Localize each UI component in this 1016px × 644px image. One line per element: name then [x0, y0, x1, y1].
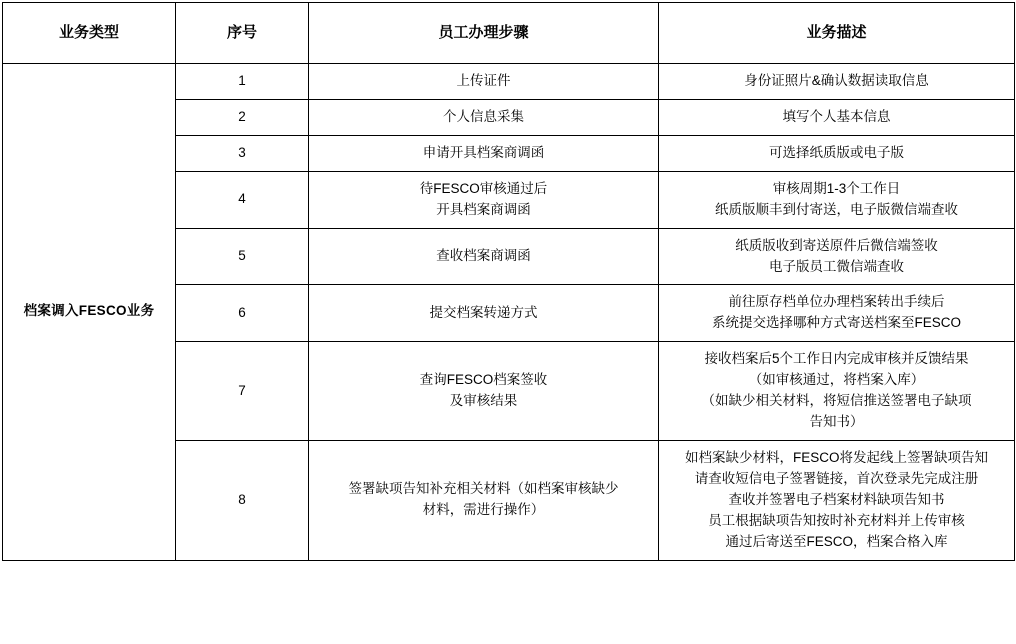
desc-line: 审核周期1-3个工作日	[772, 180, 901, 196]
row-step	[309, 440, 659, 560]
table-row	[3, 64, 1015, 100]
desc-line: 填写个人基本信息	[782, 108, 891, 124]
row-description	[659, 171, 1015, 228]
table-header	[3, 3, 1015, 64]
row-index: 8	[176, 440, 309, 560]
desc-line: 通过后寄送至FESCO，档案合格入库	[725, 533, 948, 549]
header-business-type: 业务类型	[3, 3, 176, 64]
row-index: 4	[176, 171, 309, 228]
step-line: 待FESCO审核通过后	[419, 180, 548, 196]
step-line: 申请开具档案商调函	[422, 144, 545, 160]
table-body	[3, 64, 1015, 561]
step-line: 查询FESCO档案签收	[419, 372, 548, 388]
desc-line: 查收并签署电子档案材料缺项告知书	[728, 491, 945, 507]
desc-line: 告知书）	[809, 414, 864, 430]
row-description	[659, 64, 1015, 100]
header-business-description: 业务描述	[659, 3, 1015, 64]
step-line: 开具档案商调函	[436, 201, 531, 217]
desc-line: 系统提交选择哪种方式寄送档案至FESCO	[711, 315, 961, 331]
step-line: 提交档案转递方式	[429, 304, 538, 320]
row-step	[309, 171, 659, 228]
desc-line: 请查收短信电子签署链接，首次登录先完成注册	[694, 470, 979, 486]
business-type-cell: 档案调入FESCO业务	[3, 64, 176, 561]
step-line: 上传证件	[456, 73, 511, 88]
desc-line: 纸质版顺丰到付寄送，电子版微信端查收	[715, 201, 958, 217]
desc-line: 可选择纸质版或电子版	[769, 144, 904, 160]
header-employee-step: 员工办理步骤	[309, 3, 659, 64]
header-index: 序号	[176, 3, 309, 64]
row-index: 5	[176, 228, 309, 285]
desc-line: 纸质版收到寄送原件后微信端签收	[735, 237, 938, 253]
row-step	[309, 228, 659, 285]
desc-line: 电子版员工微信端查收	[769, 258, 904, 274]
row-description	[659, 440, 1015, 560]
desc-line: 前往原存档单位办理档案转出手续后	[728, 294, 945, 310]
step-line: 材料，需进行操作）	[422, 502, 545, 518]
row-description	[659, 135, 1015, 171]
step-line: 查收档案商调函	[436, 248, 531, 264]
row-step	[309, 64, 659, 100]
row-index: 1	[176, 64, 309, 100]
process-table	[2, 2, 1015, 561]
row-index: 3	[176, 135, 309, 171]
row-description	[659, 285, 1015, 342]
step-line: 个人信息采集	[443, 108, 524, 124]
desc-line: 身份证照片&确认数据读取信息	[744, 73, 929, 88]
desc-line: 接收档案后5个工作日内完成审核并反馈结果	[704, 351, 969, 367]
row-index: 7	[176, 342, 309, 441]
header-row	[3, 3, 1015, 64]
row-step	[309, 342, 659, 441]
row-step	[309, 285, 659, 342]
desc-line: 员工根据缺项告知按时补充材料并上传审核	[708, 512, 965, 528]
row-step	[309, 99, 659, 135]
desc-line: 如档案缺少材料，FESCO将发起线上签署缺项告知	[684, 449, 988, 465]
row-index: 6	[176, 285, 309, 342]
row-index: 2	[176, 99, 309, 135]
row-description	[659, 228, 1015, 285]
step-line: 签署缺项告知补充相关材料（如档案审核缺少	[348, 481, 619, 497]
row-step	[309, 135, 659, 171]
step-line: 及审核结果	[449, 393, 518, 409]
desc-line: （如缺少相关材料，将短信推送签署电子缺项	[701, 393, 972, 409]
desc-line: （如审核通过，将档案入库）	[748, 372, 925, 388]
row-description	[659, 342, 1015, 441]
row-description	[659, 99, 1015, 135]
